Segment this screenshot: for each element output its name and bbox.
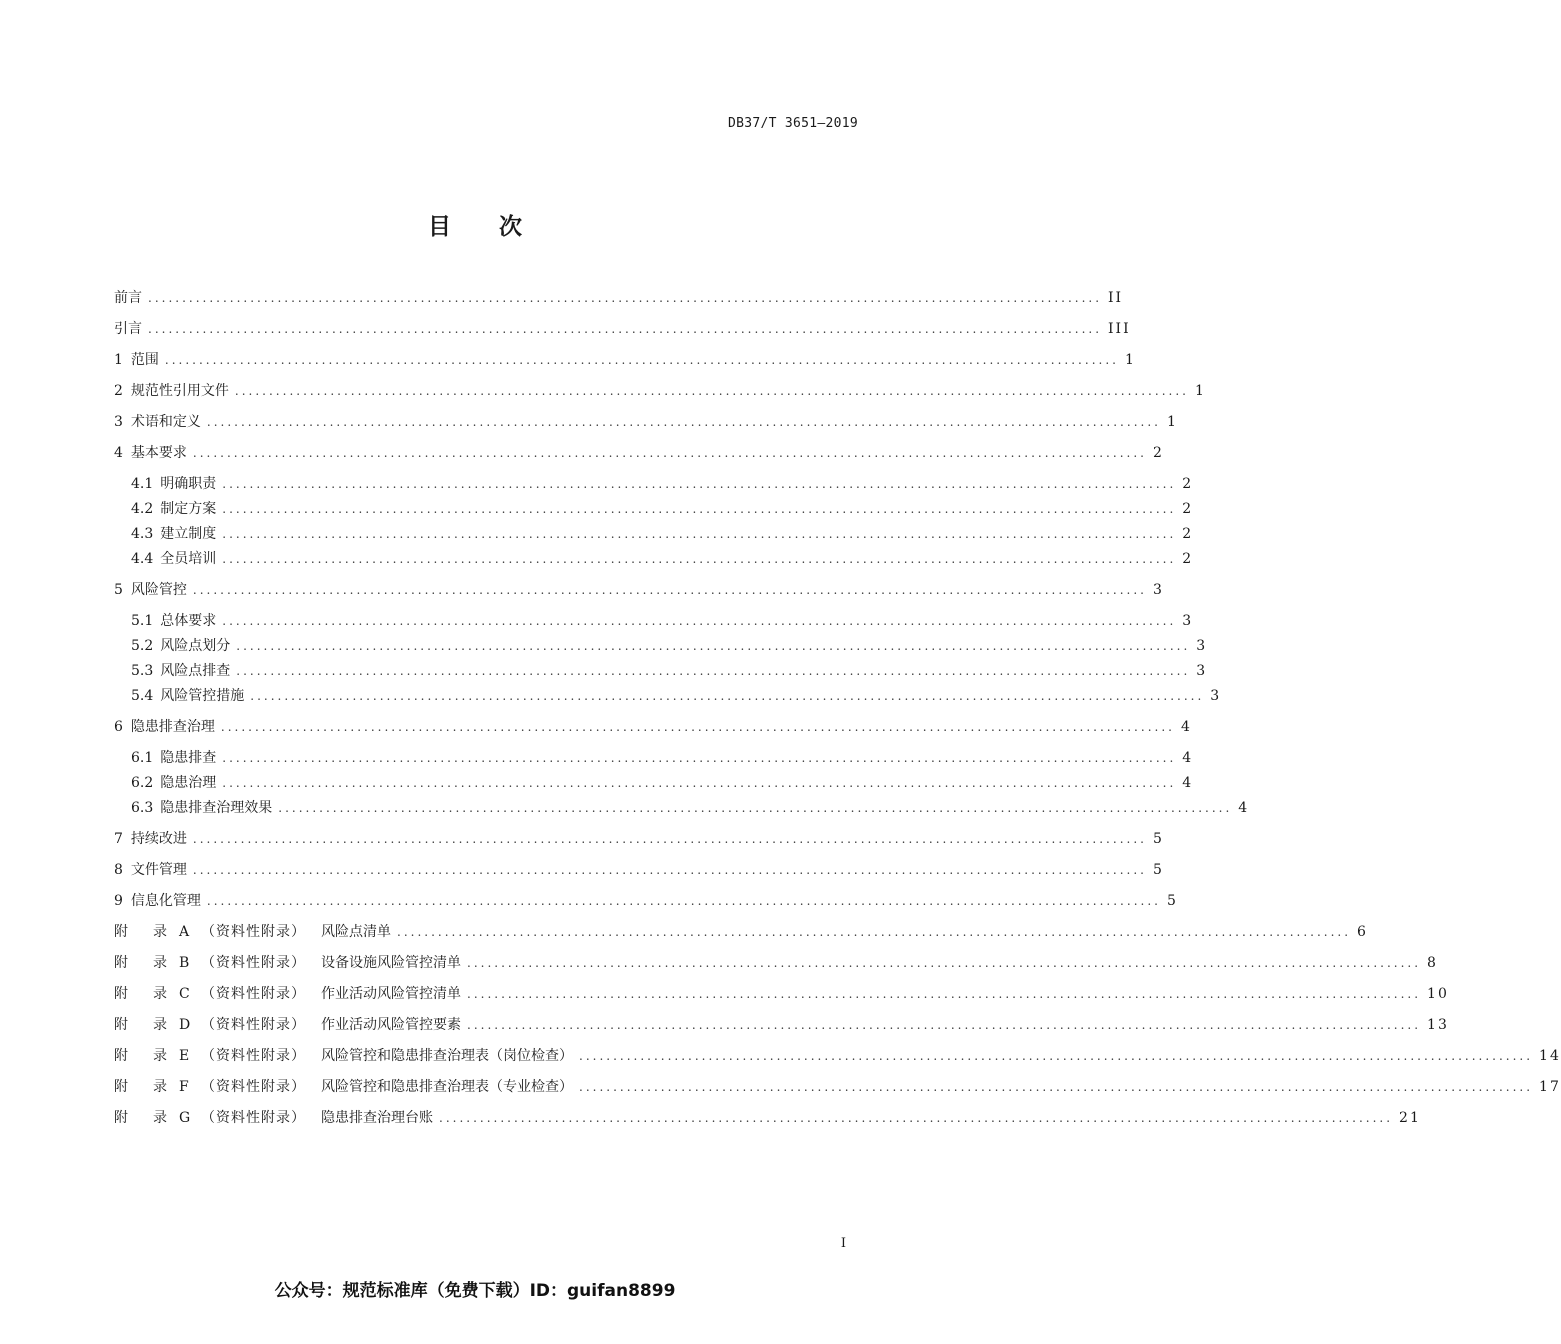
- toc-page-number: 3: [1152, 582, 1164, 598]
- toc-page-number: 21: [1399, 1110, 1421, 1126]
- toc-entry-number: 9: [114, 893, 123, 909]
- toc-entry-label: 制定方案: [160, 501, 217, 517]
- toc-entry-label: 建立制度: [160, 526, 217, 542]
- toc-page-number: 2: [1182, 551, 1194, 567]
- toc-leader-dots: ............................................................................................................................................: [220, 720, 1175, 734]
- toc-entry-number: 7: [114, 831, 123, 847]
- toc-entry-appendix-f[interactable]: [114, 1075, 1561, 1099]
- toc-leader-dots: ............................................................................................................................................: [222, 776, 1177, 790]
- toc-entry-section-5-2[interactable]: [131, 634, 1208, 658]
- toc-entry-label: 持续改进: [130, 831, 187, 847]
- toc-entry-label: 规范性引用文件: [130, 383, 229, 399]
- toc-leader-dots: ............................................................................................................................................: [234, 384, 1189, 398]
- toc-page-number: 1: [1166, 414, 1178, 430]
- toc-entry-number: 2: [114, 383, 123, 399]
- toc-leader-dots: ............................................................................................................................................: [222, 527, 1177, 541]
- toc-page-number: 5: [1152, 831, 1164, 847]
- appendix-prefix: 录: [153, 1110, 167, 1126]
- toc-leader-dots: ............................................................................................................................................: [164, 353, 1119, 367]
- toc-entry-section-6-1[interactable]: [131, 746, 1194, 770]
- page-number: I: [840, 1236, 846, 1251]
- toc-entry-appendix-b[interactable]: [114, 951, 1438, 975]
- toc-leader-dots: ............................................................................................................................................: [397, 925, 1352, 939]
- appendix-type: （资料性附录）: [201, 1017, 306, 1033]
- toc-entry-number: 6.1: [131, 750, 154, 766]
- toc-entry-section-6-2[interactable]: [131, 771, 1194, 795]
- toc-leader-dots: ............................................................................................................................................: [222, 502, 1177, 516]
- toc-page-number: 1: [1124, 352, 1136, 368]
- appendix-prefix: 附: [114, 1048, 128, 1064]
- toc-entry-number: 5: [114, 582, 123, 598]
- toc-entry-section-7[interactable]: [114, 827, 1164, 851]
- toc-entry-section-8[interactable]: [114, 858, 1164, 882]
- toc-page-number: 2: [1152, 445, 1164, 461]
- toc-entry-number: 8: [114, 862, 123, 878]
- appendix-type: （资料性附录）: [201, 955, 306, 971]
- appendix-letter: G: [179, 1110, 191, 1126]
- toc-page-number: 6: [1357, 924, 1368, 940]
- toc-entry-appendix-d[interactable]: [114, 1013, 1449, 1037]
- appendix-letter: F: [179, 1079, 189, 1095]
- toc-leader-dots: ............................................................................................................................................: [222, 477, 1177, 491]
- appendix-letter: A: [179, 924, 190, 940]
- toc-page-number: 2: [1182, 476, 1194, 492]
- appendix-type: （资料性附录）: [201, 986, 306, 1002]
- toc-entry-label: 隐患排查: [160, 750, 217, 766]
- appendix-prefix: 录: [153, 1048, 167, 1064]
- toc-page-number: 3: [1196, 663, 1208, 679]
- toc-entry-number: 4.3: [131, 526, 154, 542]
- toc-leader-dots: ............................................................................................................................................: [192, 446, 1147, 460]
- toc-entry-label: 隐患排查治理: [130, 719, 215, 735]
- appendix-letter: B: [179, 955, 190, 971]
- toc-entry-number: 6: [114, 719, 123, 735]
- appendix-prefix: 录: [153, 1079, 167, 1095]
- toc-leader-dots: ............................................................................................................................................: [148, 322, 1103, 336]
- toc-entry-section-4-4[interactable]: [131, 547, 1194, 571]
- toc-leader-dots: ............................................................................................................................................: [236, 664, 1191, 678]
- toc-page-number: 4: [1182, 775, 1194, 791]
- appendix-letter: D: [179, 1017, 191, 1033]
- toc-entry-label: 风险管控措施: [160, 688, 245, 704]
- toc-leader-dots: ............................................................................................................................................: [579, 1080, 1534, 1094]
- toc-page-number: 1: [1194, 383, 1206, 399]
- toc-page-number: 4: [1180, 719, 1192, 735]
- toc-entry-section-4-2[interactable]: [131, 497, 1194, 521]
- toc-entry-number: 5.4: [131, 688, 154, 704]
- toc-leader-dots: ............................................................................................................................................: [467, 1018, 1422, 1032]
- toc-page-number: 13: [1427, 1017, 1449, 1033]
- toc-entry-label: 前言: [114, 290, 142, 306]
- toc-entry-section-9[interactable]: [114, 889, 1178, 913]
- toc-entry-label: 设备设施风险管控清单: [321, 955, 461, 971]
- toc-page-number: 5: [1152, 862, 1164, 878]
- toc-leader-dots: ............................................................................................................................................: [439, 1111, 1394, 1125]
- appendix-prefix: 附: [114, 1110, 128, 1126]
- toc-page-number: II: [1108, 290, 1124, 306]
- toc-entry-number: 5.3: [131, 663, 154, 679]
- toc-entry-label: 风险点划分: [160, 638, 231, 654]
- toc-page-number: 8: [1427, 955, 1438, 971]
- toc-page-number: 3: [1196, 638, 1208, 654]
- toc-entry-number: 5.2: [131, 638, 154, 654]
- toc-leader-dots: ............................................................................................................................................: [278, 801, 1233, 815]
- toc-entry-section-5-4[interactable]: [131, 684, 1222, 708]
- appendix-prefix: 录: [153, 924, 167, 940]
- toc-entry-label: 风险管控: [130, 582, 187, 598]
- toc-entry-label: 隐患治理: [160, 775, 217, 791]
- toc-leader-dots: ............................................................................................................................................: [222, 552, 1177, 566]
- toc-page-number: 5: [1166, 893, 1178, 909]
- toc-leader-dots: ............................................................................................................................................: [206, 894, 1161, 908]
- toc-entry-label: 全员培训: [160, 551, 217, 567]
- toc-entry-foreword[interactable]: [114, 286, 1124, 310]
- toc-entry-label: 总体要求: [160, 613, 217, 629]
- toc-entry-label: 明确职责: [160, 476, 217, 492]
- toc-entry-section-4[interactable]: [114, 441, 1164, 465]
- toc-entry-section-6-3[interactable]: [131, 796, 1250, 820]
- toc-entry-number: 4.4: [131, 551, 154, 567]
- toc-page-number: 10: [1427, 986, 1449, 1002]
- appendix-type: （资料性附录）: [201, 1079, 306, 1095]
- toc-leader-dots: ............................................................................................................................................: [206, 415, 1161, 429]
- toc-entry-section-4-1[interactable]: [131, 472, 1194, 496]
- toc-entry-section-5[interactable]: [114, 578, 1164, 602]
- toc-entry-section-4-3[interactable]: [131, 522, 1194, 546]
- toc-leader-dots: ............................................................................................................................................: [236, 639, 1191, 653]
- toc-leader-dots: ............................................................................................................................................: [192, 583, 1147, 597]
- appendix-prefix: 附: [114, 955, 128, 971]
- footer-watermark-note: 公众号：规范标准库（免费下载）ID：guifan8899: [274, 1281, 676, 1301]
- toc-entry-section-2[interactable]: [114, 379, 1206, 403]
- toc-leader-dots: ............................................................................................................................................: [148, 291, 1103, 305]
- toc-entry-section-5-1[interactable]: [131, 609, 1194, 633]
- toc-entry-number: 6.3: [131, 800, 154, 816]
- toc-entry-appendix-g[interactable]: [114, 1106, 1421, 1130]
- toc-page-number: 4: [1182, 750, 1194, 766]
- toc-entry-label: 基本要求: [130, 445, 187, 461]
- appendix-prefix: 附: [114, 1079, 128, 1095]
- toc-entry-label: 风险点排查: [160, 663, 231, 679]
- toc-page-number: 3: [1210, 688, 1222, 704]
- toc-page-number: 14: [1539, 1048, 1561, 1064]
- toc-leader-dots: ............................................................................................................................................: [467, 956, 1422, 970]
- toc-leader-dots: ............................................................................................................................................: [222, 614, 1177, 628]
- toc-page-number: 17: [1539, 1079, 1561, 1095]
- toc-entry-label: 术语和定义: [130, 414, 201, 430]
- appendix-prefix: 录: [153, 1017, 167, 1033]
- toc-entry-label: 风险点清单: [321, 924, 391, 940]
- appendix-type: （资料性附录）: [201, 1048, 306, 1064]
- appendix-letter: E: [179, 1048, 190, 1064]
- toc-leader-dots: ............................................................................................................................................: [192, 832, 1147, 846]
- toc-entry-number: 4.2: [131, 501, 154, 517]
- toc-entry-appendix-e[interactable]: [114, 1044, 1561, 1068]
- appendix-type: （资料性附录）: [201, 924, 306, 940]
- toc-entry-label: 风险管控和隐患排查治理表（专业检查）: [321, 1079, 573, 1095]
- toc-entry-number: 4: [114, 445, 123, 461]
- appendix-letter: C: [179, 986, 190, 1002]
- toc-page-number: 4: [1238, 800, 1250, 816]
- appendix-prefix: 录: [153, 986, 167, 1002]
- toc-entry-label: 作业活动风险管控清单: [321, 986, 461, 1002]
- standard-code: DB37/T 3651—2019: [727, 116, 858, 131]
- toc-leader-dots: ............................................................................................................................................: [192, 863, 1147, 877]
- toc-entry-label: 风险管控和隐患排查治理表（岗位检查）: [321, 1048, 573, 1064]
- appendix-type: （资料性附录）: [201, 1110, 306, 1126]
- toc-entry-number: 4.1: [131, 476, 154, 492]
- toc-entry-section-6[interactable]: [114, 715, 1192, 739]
- toc-entry-label: 范围: [130, 352, 159, 368]
- toc-entry-section-3[interactable]: [114, 410, 1178, 434]
- appendix-prefix: 附: [114, 1017, 128, 1033]
- toc-entry-label: 隐患排查治理效果: [160, 800, 273, 816]
- toc-leader-dots: ............................................................................................................................................: [250, 689, 1205, 703]
- toc-entry-label: 作业活动风险管控要素: [321, 1017, 461, 1033]
- toc-entry-section-1[interactable]: [114, 348, 1136, 372]
- toc-entry-number: 5.1: [131, 613, 154, 629]
- toc-entry-label: 引言: [114, 321, 142, 337]
- toc-page-number: 3: [1182, 613, 1194, 629]
- appendix-prefix: 附: [114, 924, 128, 940]
- toc-entry-number: 1: [114, 352, 123, 368]
- toc-leader-dots: ............................................................................................................................................: [222, 751, 1177, 765]
- toc-entry-number: 3: [114, 414, 123, 430]
- toc-entry-label: 隐患排查治理台账: [321, 1110, 433, 1126]
- toc-entry-label: 文件管理: [130, 862, 187, 878]
- appendix-prefix: 录: [153, 955, 167, 971]
- toc-entry-introduction[interactable]: [114, 317, 1131, 341]
- toc-entry-number: 6.2: [131, 775, 154, 791]
- page-title: 目次: [428, 214, 570, 240]
- toc-entry-section-5-3[interactable]: [131, 659, 1208, 683]
- toc-page-number: III: [1108, 321, 1131, 337]
- toc-leader-dots: ............................................................................................................................................: [579, 1049, 1534, 1063]
- toc-page-number: 2: [1182, 501, 1194, 517]
- toc-entry-appendix-a[interactable]: [114, 920, 1368, 944]
- toc-entry-label: 信息化管理: [130, 893, 201, 909]
- appendix-prefix: 附: [114, 986, 128, 1002]
- toc-leader-dots: ............................................................................................................................................: [467, 987, 1422, 1001]
- toc-page-number: 2: [1182, 526, 1194, 542]
- toc-entry-appendix-c[interactable]: [114, 982, 1449, 1006]
